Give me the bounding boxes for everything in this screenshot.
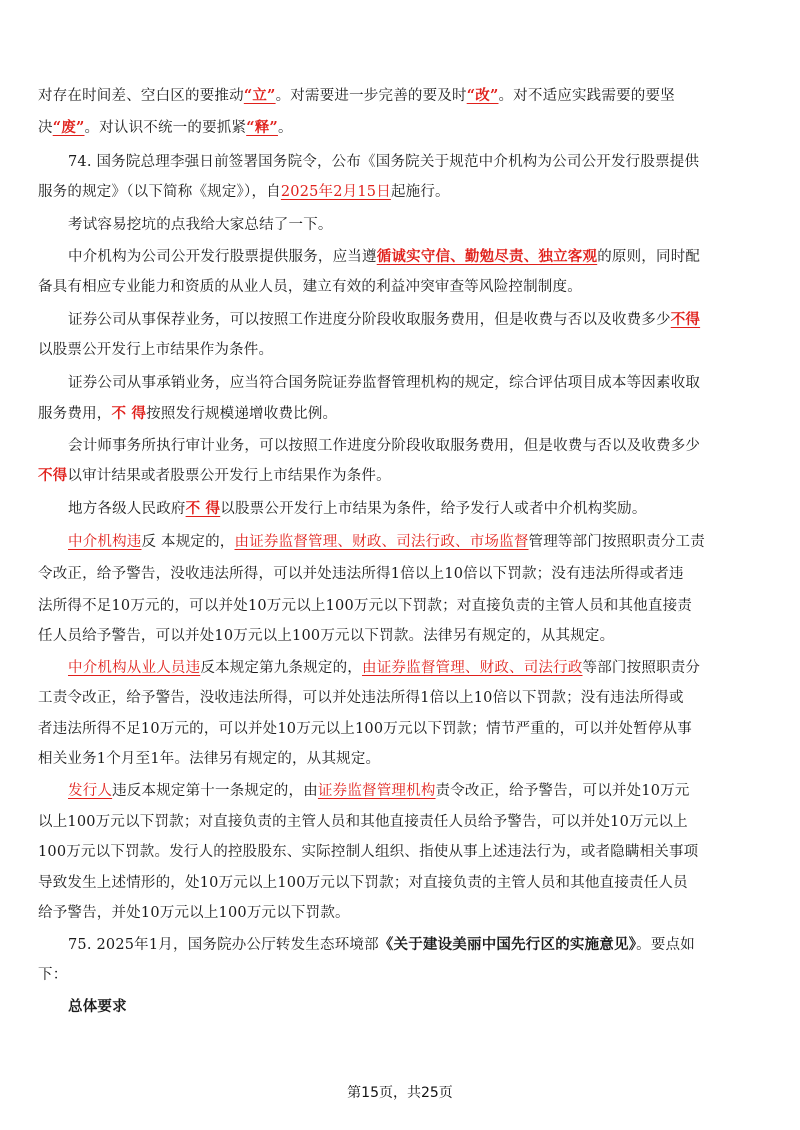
text-line: 证券公司从事保荐业务，可以按照工作进度分阶段收取服务费用，但是收费与否以及收费多少不得 xyxy=(68,311,701,328)
text-line: 地方各级人民政府不 得以股票公开发行上市结果为条件，给予发行人或者中介机构奖励。 xyxy=(68,500,647,517)
item-74-heading: 74. 国务院总理李强日前签署国务院令，公布《国务院关于规范中介机构为公司公开发行股票提供 xyxy=(68,154,700,170)
highlight-term: 证券监督管理机构 xyxy=(317,783,436,799)
text-line: 法所得不足10万元的，可以并处10万元以上100万元以下罚款；对直接负责的主管人员和其他直接责 xyxy=(38,598,692,614)
text-line: 证券公司从事承销业务，应当符合国务院证券监督管理机构的规定，综合评估项目成本等因素收取 xyxy=(68,375,701,391)
highlight-term: 发行人 xyxy=(68,783,113,799)
text-line: 发行人违反本规定第十一条规定的，由证券监督管理机构责令改正，给予警告，可以并处10万元 xyxy=(68,783,690,799)
highlight-term: “释” xyxy=(246,119,278,136)
highlight-term: “改” xyxy=(466,87,499,104)
text-line: 工责令改正，给予警告，没收违法所得，可以并处违法所得1倍以上10倍以下罚款；没有违法所得或 xyxy=(38,690,684,706)
text-line: 服务的规定》（以下简称《规定》），自2025年2月15日起施行。 xyxy=(38,184,450,200)
text-line: 者违法所得不足10万元的，可以并处10万元以上100万元以下罚款；情节严重的，可以并处暂停从事 xyxy=(38,721,692,737)
highlight-term: “废” xyxy=(52,119,85,136)
section-heading: 总体要求 xyxy=(68,998,127,1015)
highlight-term: 循诚实守信、勤勉尽责、独立客观 xyxy=(376,248,598,265)
text-line: 考试容易挖坑的点我给大家总结了一下。 xyxy=(68,217,333,233)
highlight-term: 中介机构违 xyxy=(68,534,142,550)
highlight-term: 由证券监督管理、财政、司法行政、市场监督 xyxy=(234,534,529,550)
text-line: 中介机构为公司公开发行股票提供服务，应当遵循诚实守信、勤勉尽责、独立客观的原则，同时配 xyxy=(68,248,701,265)
text-line: 以股票公开发行上市结果作为条件。 xyxy=(38,342,274,358)
text-line: 会计师事务所执行审计业务，可以按照工作进度分阶段收取服务费用，但是收费与否以及收费多少 xyxy=(68,438,701,454)
text-line: 下： xyxy=(38,967,68,983)
highlight-term: 由证券监督管理、财政、司法行政 xyxy=(362,660,583,676)
text-line: 100万元以下罚款。发行人的控股股东、实际控制人组织、指使从事上述违法行为，或者隐瞒相关事项 xyxy=(38,844,699,860)
page-number: 第15页，共25页 xyxy=(347,1085,453,1101)
highlight-term: 不得 xyxy=(670,311,701,328)
highlight-term: 不得 xyxy=(38,467,68,484)
text-line: 不得以审计结果或者股票公开发行上市结果作为条件。 xyxy=(38,467,391,484)
text-line: 中介机构违反 本规定的，由证券监督管理、财政、司法行政、市场监督管理等部门按照职责分工责 xyxy=(68,534,705,550)
text-line: 导致发生上述情形的，处10万元以上100万元以下罚款；对直接负责的主管人员和其他直接责任人员 xyxy=(38,875,688,891)
text-line: 令改正，给予警告，没收违法所得，可以并处违法所得1倍以上10倍以下罚款；没有违法所得或者违 xyxy=(38,566,684,582)
text-line: 任人员给予警告，可以并处10万元以上100万元以下罚款。法律另有规定的，从其规定。 xyxy=(38,628,615,644)
item-75-heading: 75. 2025年1月，国务院办公厅转发生态环境部《关于建设美丽中国先行区的实施意见》。要点如 xyxy=(68,936,695,953)
effective-date: 2025年2月15日 xyxy=(280,184,391,200)
text-line: 决“废”。对认识不统一的要抓紧“释”。 xyxy=(38,119,293,136)
highlight-term: 中介机构从业人员违 xyxy=(68,660,201,676)
text-line: 对存在时间差、空白区的要推动“立”。对需要进一步完善的要及时“改”。对不适应实践需要的要坚 xyxy=(38,87,675,104)
highlight-term: 不 得 xyxy=(111,405,147,422)
text-line: 服务费用，不 得按照发行规模递增收费比例。 xyxy=(38,405,338,422)
text-line: 相关业务1个月至1年。法律另有规定的，从其规定。 xyxy=(38,751,381,767)
text-line: 备具有相应专业能力和资质的从业人员，建立有效的利益冲突审查等风险控制制度。 xyxy=(38,279,582,295)
highlight-term: “立” xyxy=(243,87,276,104)
text-line: 中介机构从业人员违反本规定第九条规定的，由证券监督管理、财政、司法行政等部门按照职责分 xyxy=(68,660,701,676)
highlight-term: 不 得 xyxy=(185,500,221,517)
document-title: 《关于建设美丽中国先行区的实施意见》 xyxy=(378,936,637,953)
text-line: 给予警告，并处10万元以上100万元以下罚款。 xyxy=(38,905,350,921)
text-line: 以上100万元以下罚款；对直接负责的主管人员和其他直接责任人员给予警告，可以并处10万元以上 xyxy=(38,814,688,830)
